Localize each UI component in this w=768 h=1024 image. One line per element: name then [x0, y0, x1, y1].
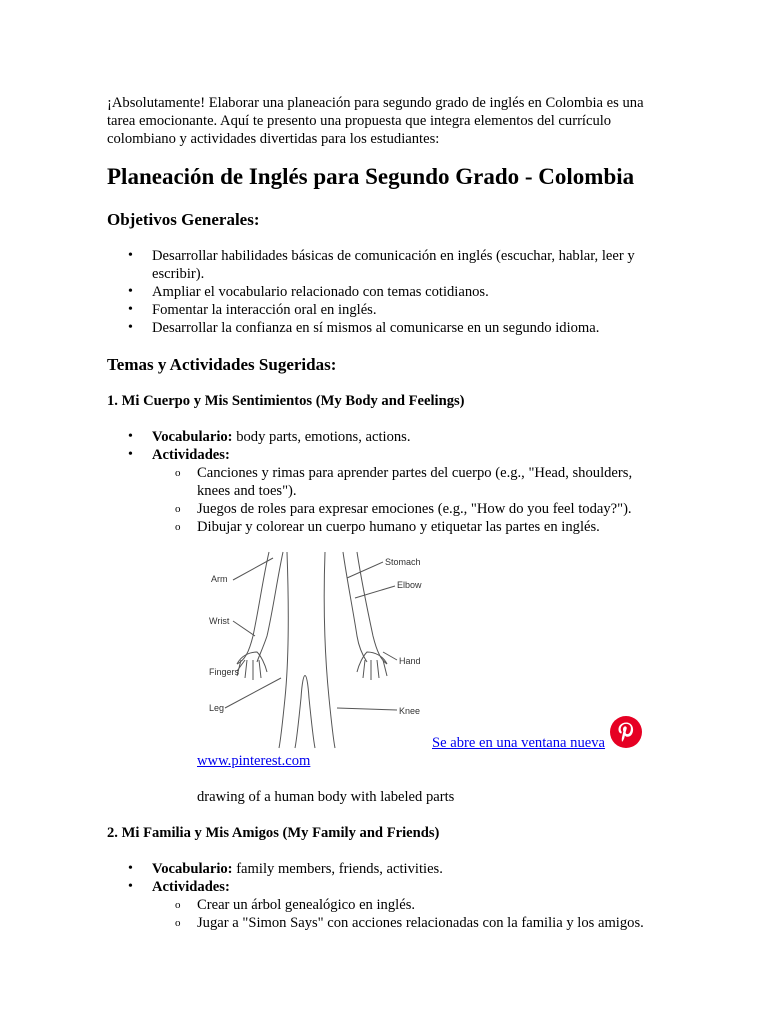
- list-item: o Dibujar y colorear un cuerpo humano y etiquetar las partes en inglés.: [175, 519, 600, 535]
- diagram-label-knee: Knee: [399, 706, 421, 716]
- page-title: Planeación de Inglés para Segundo Grado - Colombia: [107, 164, 635, 189]
- bullet-icon: o: [175, 899, 181, 911]
- list-item: o Jugar a "Simon Says" con acciones relacionadas con la familia y los amigos.: [175, 915, 644, 931]
- diagram-label-arm: Arm: [211, 574, 228, 584]
- list-item: • Actividades:: [128, 447, 230, 463]
- list-item: o Canciones y rimas para aprender partes del cuerpo (e.g., "Head, shoulders, knees and toes").: [175, 465, 633, 499]
- diagram-label-wrist: Wrist: [209, 616, 230, 626]
- diagram-label-leg: Leg: [209, 703, 225, 713]
- bullet-icon: •: [128, 879, 133, 894]
- topic1-list: [128, 428, 672, 464]
- diagram-label-stomach: Stomach: [385, 557, 421, 567]
- list-item: • Desarrollar habilidades básicas de comunicación en inglés (escuchar, hablar, leer y escribir).: [128, 248, 635, 282]
- list-item: • Desarrollar la confianza en sí mismos al comunicarse en un segundo idioma.: [128, 320, 600, 336]
- list-item: • Vocabulario: body parts, emotions, actions.: [128, 429, 411, 445]
- list-item: • Fomentar la interacción oral en inglés.: [128, 302, 377, 318]
- image-caption: drawing of a human body with labeled parts: [197, 789, 455, 805]
- topic2-list: [128, 860, 672, 896]
- list-item: • Ampliar el vocabulario relacionado con temas cotidianos.: [128, 284, 489, 300]
- bullet-icon: o: [175, 467, 181, 479]
- diagram-label-fingers: Fingers: [209, 667, 240, 677]
- list-item: o Juegos de roles para expresar emociones (e.g., "How do you feel today?").: [175, 501, 632, 517]
- open-new-window-link[interactable]: Se abre en una ventana nueva: [432, 735, 606, 751]
- diagram-label-elbow: Elbow: [397, 580, 422, 590]
- bullet-icon: o: [175, 521, 181, 533]
- objectives-heading: Objetivos Generales:: [107, 210, 260, 229]
- intro-paragraph: ¡Absolutamente! Elaborar una planeación para segundo grado de inglés en Colombia es una tarea emocionante. Aquí te presento una propuesta que integra elementos del currículo colombiano y actividades divertidas para los estudiantes:: [107, 95, 644, 147]
- pinterest-icon[interactable]: [610, 716, 642, 748]
- body-diagram-image[interactable]: [197, 548, 432, 750]
- objectives-list: [128, 247, 672, 337]
- topics-heading: Temas y Actividades Sugeridas:: [107, 355, 337, 374]
- bullet-icon: •: [128, 429, 133, 444]
- topic2-heading: 2. Mi Familia y Mis Amigos (My Family and Friends): [107, 825, 440, 841]
- topic1-heading: 1. Mi Cuerpo y Mis Sentimientos (My Body and Feelings): [107, 393, 465, 409]
- bullet-icon: o: [175, 503, 181, 515]
- topic2-activities-list: [175, 896, 677, 932]
- bullet-icon: •: [128, 320, 133, 335]
- bullet-icon: •: [128, 302, 133, 317]
- bullet-icon: o: [175, 917, 181, 929]
- list-item: • Vocabulario: family members, friends, activities.: [128, 861, 443, 877]
- bullet-icon: •: [128, 284, 133, 299]
- pinterest-source-link[interactable]: www.pinterest.com: [197, 753, 311, 769]
- bullet-icon: •: [128, 447, 133, 462]
- list-item: • Actividades:: [128, 879, 230, 895]
- topic1-activities-list: [175, 464, 657, 536]
- bullet-icon: •: [128, 861, 133, 876]
- list-item: o Crear un árbol genealógico en inglés.: [175, 897, 416, 913]
- bullet-icon: •: [128, 248, 133, 263]
- diagram-label-hand: Hand: [399, 656, 421, 666]
